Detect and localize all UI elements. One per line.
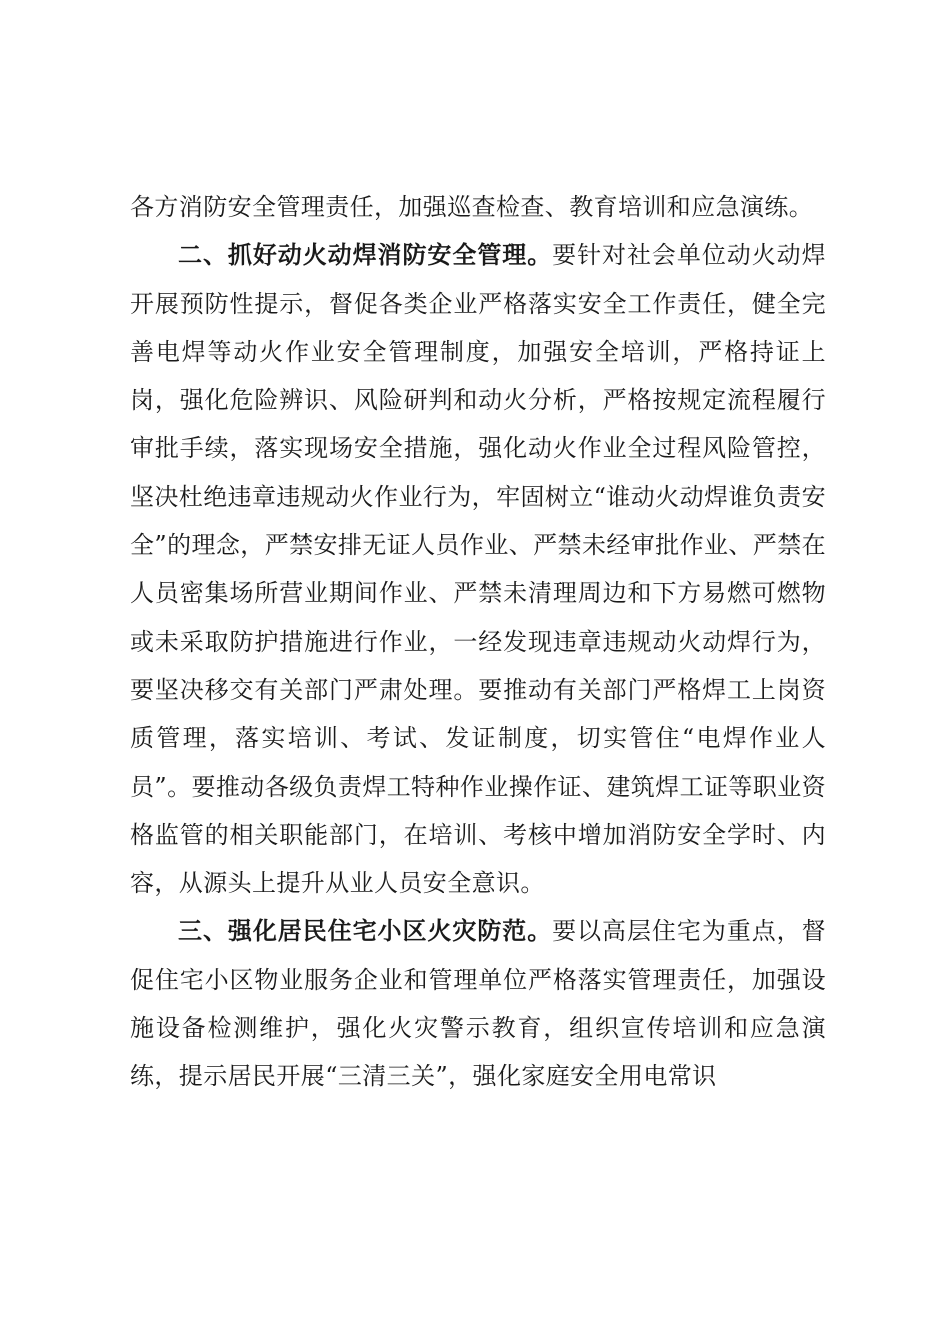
section-heading: 二、抓好动火动焊消防安全管理。 [178, 240, 553, 270]
section-heading: 三、强化居民住宅小区火灾防范。 [178, 916, 553, 946]
paragraph-section-two [130, 231, 826, 907]
paragraph-text: 要针对社会单位动火动焊开展预防性提示，督促各类企业严格落实安全工作责任，健全完善电焊等动火作业安全管理制度，加强安全培训，严格持证上岗，强化危险辨识、风险研判和动火分析，严格按规定流程履行审批手续，落实现场安全措施，强化动火作业全过程风险管控，坚决杜绝违章违规动火作业行为，牢固树立“谁动火动焊谁负责安全”的理念，严禁安排无证人员作业、严禁未经审批作业、严禁在人员密集场所营业期间作业、严禁未清理周边和下方易燃可燃物或未采取防护措施进行作业，一经发现违章违规动火动焊行为，要坚决移交有关部门严肃处理。要推动有关部门严格焊工上岗资质管理，落实培训、考试、发证制度，切实管住“电焊作业人员”。要推动各级负责焊工特种作业操作证、建筑焊工证等职业资格监管的相关职能部门，在培训、考核中增加消防安全学时、内容，从源头上提升从业人员安全意识。 [130, 241, 826, 898]
paragraph-continuation [130, 183, 826, 231]
paragraph-text: 各方消防安全管理责任，加强巡查检查、教育培训和应急演练。 [130, 193, 814, 221]
document-body [130, 183, 826, 1101]
paragraph-section-three [130, 907, 826, 1100]
paragraph-text: 要以高层住宅为重点，督促住宅小区物业服务企业和管理单位严格落实管理责任，加强设施设备检测维护，强化火灾警示教育，组织宣传培训和应急演练，提示居民开展“三清三关”，强化家庭安全用电常识 [130, 917, 826, 1091]
